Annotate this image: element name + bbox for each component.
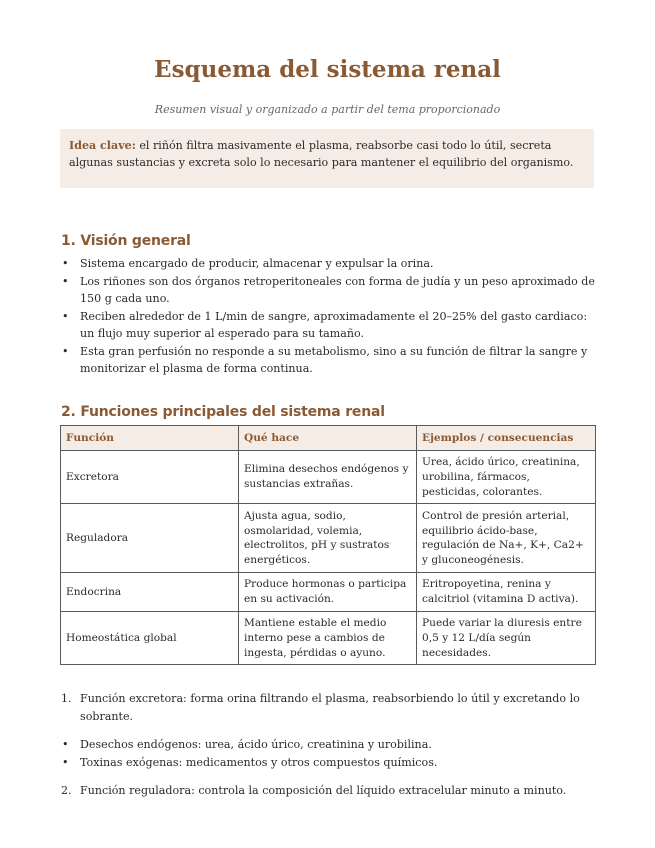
page-title: Esquema del sistema renal [154, 56, 501, 83]
list-item: • Reciben alrededor de 1 L/min de sangre, aproximadamente el 20–25% del gasto cardiaco: un flujo muy superior al esperado para su tamaño. [61, 308, 596, 343]
list-item: • Los riñones son dos órganos retroperitoneales con forma de judía y un peso aproximado de 150 g cada uno. [61, 273, 596, 308]
table-cell: Produce hormonas o participa en su activación. [239, 573, 417, 612]
key-idea-callout [60, 129, 594, 188]
item-number: 1. [61, 692, 72, 705]
item-text: Función reguladora: controla la composición del líquido extracelular minuto a minuto. [80, 784, 567, 797]
table-cell: Control de presión arterial, equilibrio ácido-base, regulación de Na+, K+, Ca2+ y gluconeogénesis. [417, 504, 596, 573]
item-number: 2. [61, 784, 72, 797]
overview-list [61, 255, 596, 378]
table-cell: Excretora [61, 451, 239, 504]
list-item: • Desechos endógenos: urea, ácido úrico, creatinina y urobilina. [61, 736, 596, 754]
numbered-item [61, 782, 596, 800]
table-header-row [61, 426, 596, 451]
functions-table [60, 425, 596, 665]
callout-text: el riñón filtra masivamente el plasma, reabsorbe casi todo lo útil, secreta algunas sustancias y excreta solo lo necesario para mantener el equilibrio del organismo. [69, 139, 574, 169]
table-row [61, 504, 596, 573]
table-row [61, 573, 596, 612]
list-item: • Sistema encargado de producir, almacenar y expulsar la orina. [61, 255, 596, 273]
column-header: Ejemplos / consecuencias [417, 426, 596, 451]
waste-list [61, 736, 596, 771]
excretory-numbered-list [61, 690, 596, 725]
table-cell: Ajusta agua, sodio, osmolaridad, volemia, electrolitos, pH y sustratos energéticos. [239, 504, 417, 573]
table-cell: Endocrina [61, 573, 239, 612]
table-cell: Puede variar la diuresis entre 0,5 y 12 L/día según necesidades. [417, 611, 596, 664]
table-cell: Reguladora [61, 504, 239, 573]
list-item: • Esta gran perfusión no responde a su metabolismo, sino a su función de filtrar la sangre y monitorizar el plasma de forma continua. [61, 343, 596, 378]
column-header: Qué hace [239, 426, 417, 451]
table-cell: Homeostática global [61, 611, 239, 664]
item-text: Función excretora: forma orina filtrando el plasma, reabsorbiendo lo útil y excretando lo sobrante. [80, 692, 580, 723]
table-cell: Urea, ácido úrico, creatinina, urobilina, fármacos, pesticidas, colorantes. [417, 451, 596, 504]
callout-label: Idea clave: [69, 139, 136, 152]
numbered-item [61, 690, 596, 725]
table-cell: Mantiene estable el medio interno pese a cambios de ingesta, pérdidas o ayuno. [239, 611, 417, 664]
table-cell: Eritropoyetina, renina y calcitriol (vitamina D activa). [417, 573, 596, 612]
page-subtitle: Resumen visual y organizado a partir del tema proporcionado [154, 103, 501, 116]
regulatory-numbered-list [61, 782, 596, 800]
section-heading-overview: 1. Visión general [61, 233, 191, 249]
section-heading-functions: 2. Funciones principales del sistema renal [61, 404, 385, 420]
table-row [61, 451, 596, 504]
table-cell: Elimina desechos endógenos y sustancias extrañas. [239, 451, 417, 504]
table-row [61, 611, 596, 664]
column-header: Función [61, 426, 239, 451]
list-item: • Toxinas exógenas: medicamentos y otros compuestos químicos. [61, 754, 596, 772]
